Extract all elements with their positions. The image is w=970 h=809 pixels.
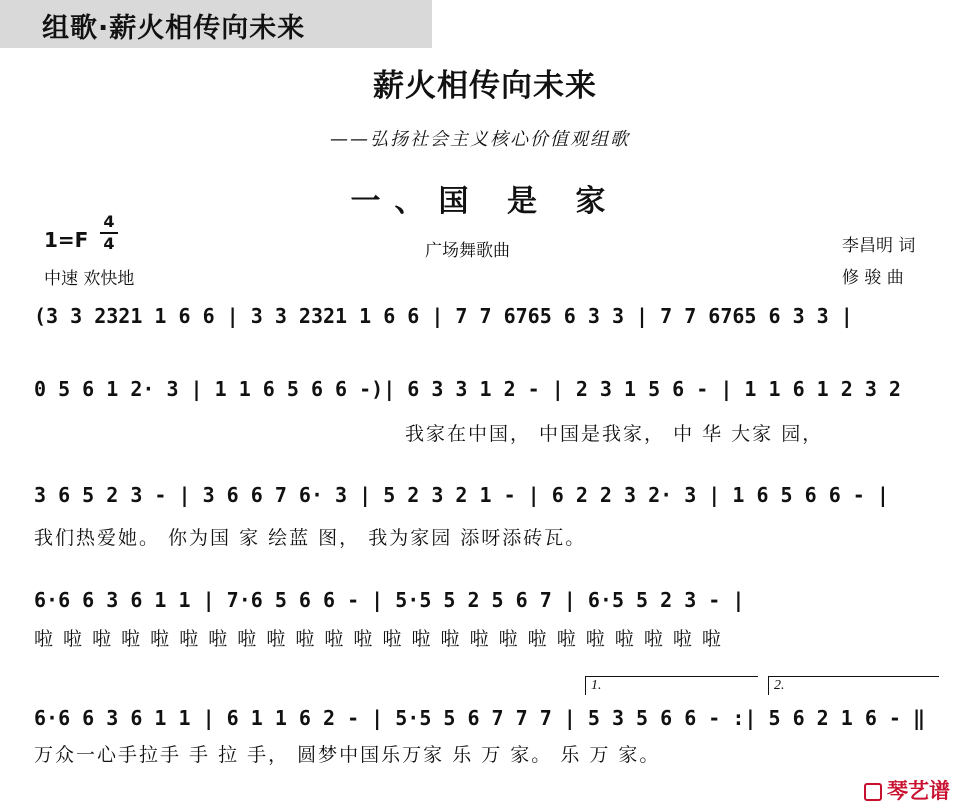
watermark <box>864 775 950 805</box>
lyrics-line: 我家在中国， 中国是我家， 中 华 大家 园， <box>405 423 824 445</box>
time-signature <box>100 213 118 253</box>
time-sig-bottom: 4 <box>103 234 115 253</box>
song-subtitle: ——弘扬社会主义核心价值观组歌 <box>330 129 630 150</box>
style-label: 广场舞歌曲 <box>425 241 510 261</box>
lyrics-line: 万众一心手拉手 手 拉 手， 圆梦中国乐万家 乐 万 家。 乐 万 家。 <box>34 744 661 766</box>
time-sig-top: 4 <box>103 212 115 231</box>
header-title: 组歌·薪火相传向未来 <box>42 13 306 44</box>
lyrics-line: 我们热爱她。 你为国 家 绘蓝 图， 我为家园 添呀添砖瓦。 <box>34 527 587 549</box>
lyricist: 李昌明 词 <box>842 236 916 256</box>
second-ending-label: 2. <box>774 678 785 693</box>
header-bar <box>0 0 432 48</box>
lyrics-line: 啦 啦 啦 啦 啦 啦 啦 啦 啦 啦 啦 啦 啦 啦 啦 啦 啦 啦 啦 啦 啦 啦 啦 啦 <box>34 628 723 650</box>
song-title: 薪火相传向未来 <box>373 68 597 104</box>
notation-line: 6·6 6 3 6 1 1 | 7·6 5 6 6 - | 5·5 5 2 5 6 7 | 6·5 5 2 3 - | <box>34 588 745 612</box>
notation-line: 0 5 6 1 2· 3 | 1 1 6 5 6 6 -)| 6 3 3 1 2 - | 2 3 1 5 6 - | 1 1 6 1 2 3 2 <box>34 377 901 401</box>
first-ending-label: 1. <box>591 678 602 693</box>
key-signature: 1=F <box>44 228 89 252</box>
second-ending-bracket <box>768 676 939 695</box>
tempo-marking: 中速 欢快地 <box>44 269 135 289</box>
first-ending-bracket <box>585 676 758 695</box>
qinyipu-logo-icon <box>864 783 882 801</box>
notation-line: 6·6 6 3 6 1 1 | 6 1 1 6 2 - | 5·5 5 6 7 7 7 | 5 3 5 6 6 - :| 5 6 2 1 6 - ‖ <box>34 706 926 730</box>
notation-line: 3 6 5 2 3 - | 3 6 6 7 6· 3 | 5 2 3 2 1 - | 6 2 2 3 2· 3 | 1 6 5 6 6 - | <box>34 483 889 507</box>
notation-line: (3 3 2321 1 6 6 | 3 3 2321 1 6 6 | 7 7 6765 6 3 3 | 7 7 6765 6 3 3 | <box>34 304 853 328</box>
composer: 修 骏 曲 <box>842 268 904 288</box>
watermark-text: 琴艺谱 <box>887 779 950 803</box>
section-title: 一、国 是 家 <box>350 184 620 219</box>
